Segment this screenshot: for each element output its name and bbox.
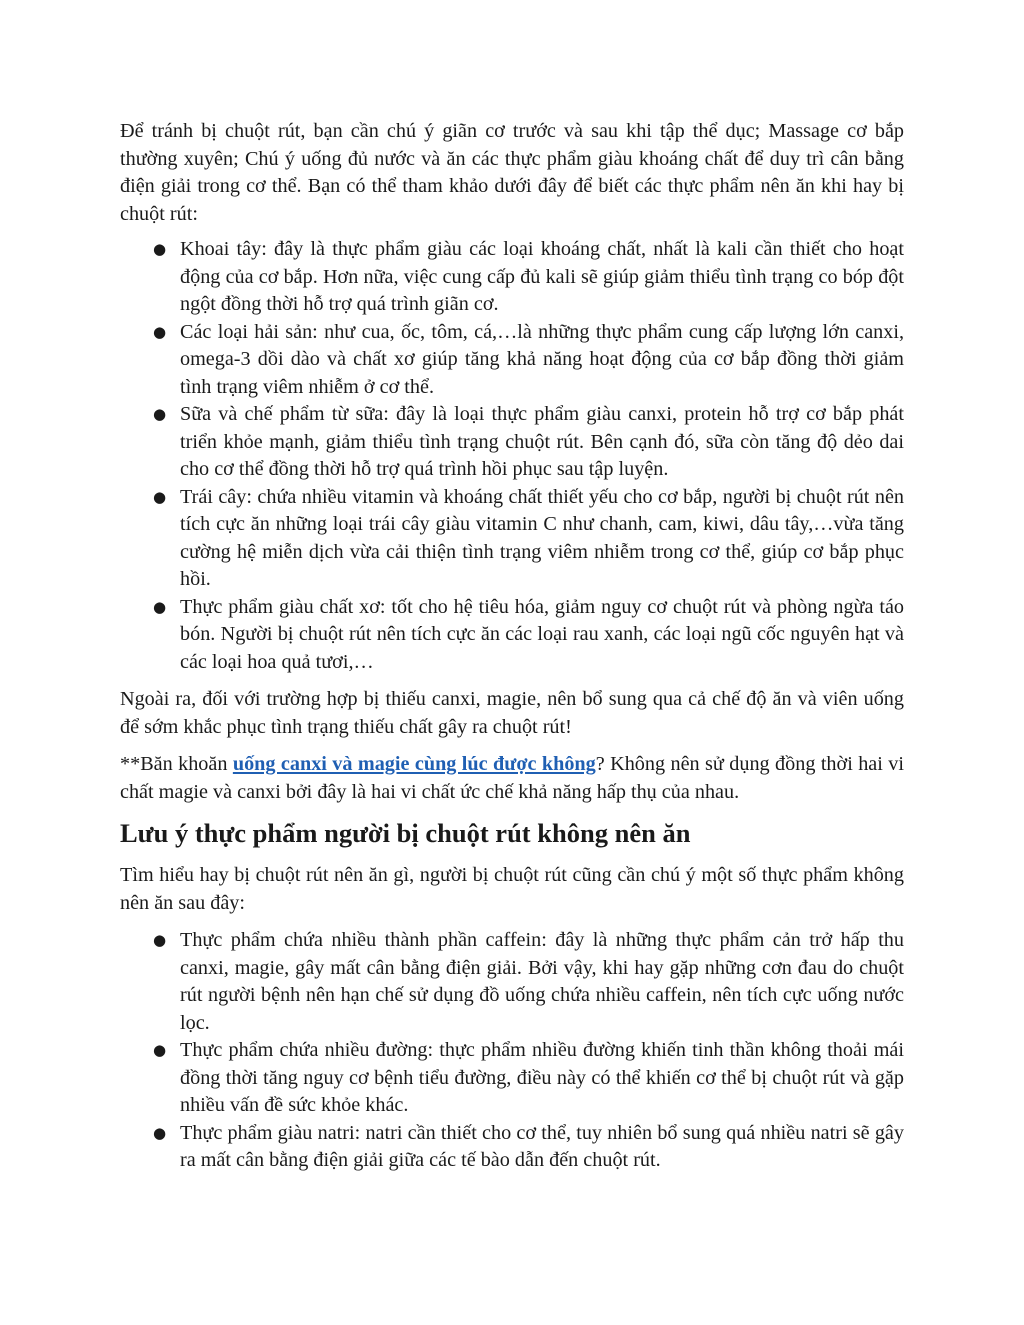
list-item: [120, 236, 904, 319]
list-item-text: Thực phẩm chứa nhiều đường: thực phẩm nhiều đường khiến tinh thần không thoải mái đồng thời tăng nguy cơ bệnh tiểu đường, điều này có thể khiến cơ thể bị chuột rút và gặp nhiều vấn đề sức khỏe khác.: [180, 1039, 904, 1116]
list-item-text: Thực phẩm chứa nhiều thành phần caffein: đây là những thực phẩm cản trở hấp thu canxi, magie, gây mất cân bằng điện giải. Bởi vậy, khi hay gặp những cơn đau do chuột rút người bệnh nên hạn chế sử dụng đồ uống chứa nhiều caffein, nên tích cực uống nước lọc.: [180, 929, 904, 1034]
bullet-icon: ●: [153, 405, 167, 423]
bullet-icon: ●: [153, 240, 167, 258]
list-item-text: Thực phẩm giàu natri: natri cần thiết cho cơ thể, tuy nhiên bổ sung quá nhiều natri sẽ gây ra mất cân bằng điện giải giữa các tế bào dẫn đến chuột rút.: [180, 1121, 904, 1171]
list-item: [120, 401, 904, 484]
note-prefix: **Băn khoăn: [120, 753, 233, 775]
list-item: [120, 1120, 904, 1175]
intro-paragraph: Để tránh bị chuột rút, bạn cần chú ý giãn cơ trước và sau khi tập thể dục; Massage cơ bắp thường xuyên; Chú ý uống đủ nước và ăn các thực phẩm giàu khoáng chất để duy trì cân bằng điện giải trong cơ thể. Bạn có thể tham khảo dưới đây để biết các thực phẩm nên ăn khi hay bị chuột rút:: [120, 120, 904, 225]
foods-to-avoid-list: [120, 927, 904, 1175]
list-item-text: Thực phẩm giàu chất xơ: tốt cho hệ tiêu hóa, giảm nguy cơ chuột rút và phòng ngừa táo bón. Người bị chuột rút nên tích cực ăn các loại rau xanh, các loại ngũ cốc nguyên hạt và các loại hoa quả tươi,…: [180, 595, 904, 673]
supplement-paragraph: Ngoài ra, đối với trường hợp bị thiếu canxi, magie, nên bổ sung qua cả chế độ ăn và viên uống để sớm khắc phục tình trạng thiếu chất gây ra chuột rút!: [120, 688, 904, 738]
document-page: [120, 118, 904, 1175]
list-item: [120, 1037, 904, 1120]
list-item: [120, 927, 904, 1037]
foods-to-eat-list: [120, 236, 904, 676]
note-paragraph: [120, 751, 904, 806]
list-item-text: Các loại hải sản: như cua, ốc, tôm, cá,…là những thực phẩm cung cấp lượng lớn canxi, omega-3 dồi dào và chất xơ giúp tăng khả năng hoạt động của cơ bắp đồng thời giảm tình trạng viêm nhiễm ở cơ thể.: [180, 320, 904, 398]
section-heading: Lưu ý thực phẩm người bị chuột rút không nên ăn: [120, 818, 691, 848]
bullet-icon: ●: [153, 322, 167, 341]
list-item-text: Khoai tây: đây là thực phẩm giàu các loại khoáng chất, nhất là kali cần thiết cho hoạt động của cơ bắp. Hơn nữa, việc cung cấp đủ kali sẽ giúp giảm thiểu tình trạng co bóp đột ngột đồng thời hỗ trợ quá trình giãn cơ.: [180, 238, 904, 315]
calcium-magnesium-link[interactable]: uống canxi và magie cùng lúc được không: [232, 753, 596, 775]
list-item: [120, 484, 904, 594]
bullet-icon: ●: [153, 1123, 167, 1142]
avoid-intro-paragraph: Tìm hiểu hay bị chuột rút nên ăn gì, người bị chuột rút cũng cần chú ý một số thực phẩm không nên ăn sau đây:: [120, 864, 904, 914]
bullet-icon: ●: [153, 931, 167, 949]
list-item: [120, 594, 904, 677]
bullet-icon: ●: [153, 487, 167, 506]
list-item-text: Sữa và chế phẩm từ sữa: đây là loại thực phẩm giàu canxi, protein hỗ trợ cơ bắp phát triển khỏe mạnh, giảm thiểu tình trạng chuột rút. Bên cạnh đó, sữa còn tăng độ dẻo dai cho cơ thể đồng thời hỗ trợ quá trình hồi phục sau tập luyện.: [180, 403, 904, 480]
bullet-icon: ●: [153, 1041, 167, 1059]
bullet-icon: ●: [153, 597, 167, 616]
list-item-text: Trái cây: chứa nhiều vitamin và khoáng chất thiết yếu cho cơ bắp, người bị chuột rút nên tích cực ăn những loại trái cây giàu vitamin C như chanh, cam, kiwi, dâu tây,…vừa tăng cường hệ miễn dịch vừa cải thiện tình trạng viêm nhiễm trong cơ thể, giúp cơ bắp phục hồi.: [180, 485, 904, 590]
list-item: [120, 319, 904, 402]
note-suffix: ? Không nên sử dụng đồng thời hai vi chất magie và canxi bởi đây là hai vi chất ức chế khả năng hấp thụ của nhau.: [120, 753, 904, 803]
